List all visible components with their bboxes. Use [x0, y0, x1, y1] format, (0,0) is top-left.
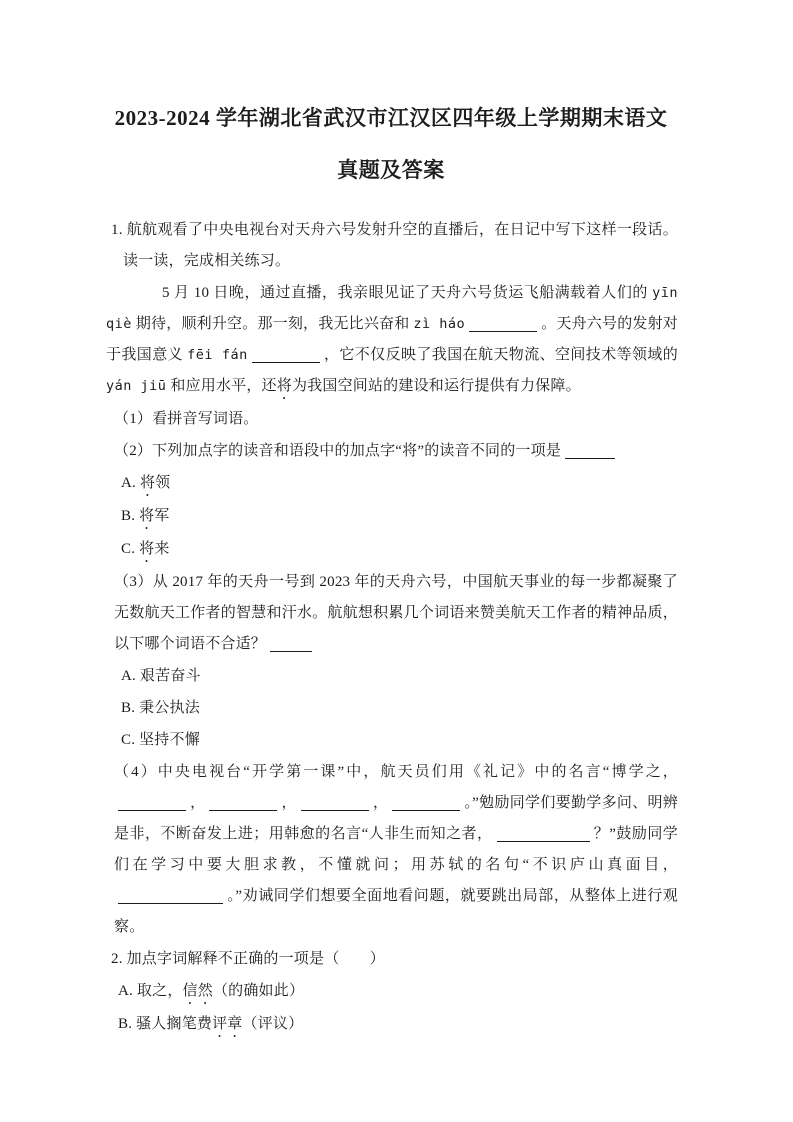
q1-sub2-option-c	[121, 534, 678, 566]
document-body	[104, 215, 678, 1041]
emphasized-char: 将	[139, 541, 155, 557]
text-run: 领	[155, 475, 171, 491]
text-run: ，	[281, 795, 297, 811]
answer-blank	[270, 637, 312, 652]
answer-blank	[565, 444, 615, 459]
text-run: B.	[121, 508, 140, 524]
text-run: C. 坚持不懈	[121, 732, 200, 748]
emphasized-char: 将	[139, 475, 156, 491]
q1-sub3-option-a	[121, 661, 678, 692]
text-run: ？”鼓励同学们在学习中要大胆求教，不懂就问；用苏轼的名句“不识庐山真面目，	[114, 826, 678, 873]
text-run: A.	[121, 475, 140, 491]
text-run: A. 取之，	[118, 983, 183, 999]
pinyin-text: zì háo	[413, 316, 466, 332]
answer-blank	[469, 317, 537, 332]
text-run: 。天舟六号的发射对于我国意义	[106, 316, 678, 363]
text-run: （4）中央电视台“开学第一课”中，航天员们用《礼记》中的名言“博学之，	[114, 764, 678, 780]
pinyin-text: yīn qiè	[106, 285, 678, 332]
answer-blank	[209, 796, 277, 811]
answer-blank	[118, 889, 223, 904]
text-run: 为我国空间站的建设和运行提供有力保障。	[291, 378, 581, 394]
text-run: 。”劝诫同学们想要全面地看问题，就要跳出局部，从整体上进行观察。	[114, 888, 678, 935]
emphasized-char: 将	[276, 378, 292, 394]
emphasized-char: 信然	[182, 983, 213, 999]
text-run: 期待，顺利升空。那一刻，我无比兴奋和	[131, 316, 414, 332]
q1-sub2-option-b	[121, 501, 678, 533]
text-run: B. 秉公执法	[121, 700, 200, 716]
emphasized-char: 将	[139, 508, 155, 524]
emphasized-char: 评章	[212, 1016, 243, 1032]
text-run: ，	[372, 795, 389, 811]
answer-blank	[301, 796, 369, 811]
text-run: （的确如此）	[212, 983, 305, 999]
question-1-sub-4	[114, 757, 678, 943]
text-run: 5 月 10 日晚，通过直播，我亲眼见证了天舟六号货运飞船满载着人们的	[162, 285, 653, 301]
text-run: （2）下列加点字的读音和语段中的加点字“将”的读音不同的一项是	[114, 443, 562, 459]
question-1-sub-1	[114, 404, 678, 435]
q2-option-b	[118, 1009, 678, 1041]
pinyin-text: yán jiū	[106, 378, 167, 394]
text-run: ，	[190, 795, 206, 811]
question-1-stem	[111, 215, 678, 277]
text-run: 来	[154, 541, 170, 557]
text-run: 军	[154, 508, 170, 524]
q1-sub3-option-b	[121, 693, 678, 724]
pinyin-text: fēi fán	[187, 347, 248, 363]
text-run: C.	[121, 541, 140, 557]
answer-blank	[497, 827, 590, 842]
text-run: （1）看拼音写词语。	[114, 411, 259, 427]
text-run: （评议）	[242, 1016, 304, 1032]
question-1-passage	[106, 278, 678, 403]
q1-sub2-option-a	[121, 468, 678, 500]
text-run: 。”勉励同学们要勤学多问、明辨是非，不断奋发上进；用韩愈的名言“人非生而知之者，	[114, 795, 679, 842]
text-run: ，它不仅反映了我国在航天物流、空间技术等领域的	[323, 347, 679, 363]
text-run: （3）从 2017 年的天舟一号到 2023 年的天舟六号，中国航天事业的每一步都凝聚了无数航天工作者的智慧和汗水。航航想积累几个词语来赞美航天工作者的精神品质，以下哪个词语不合适？	[114, 574, 678, 652]
question-2-stem	[111, 944, 678, 975]
document-title-line-2: 真题及答案	[337, 158, 445, 182]
answer-blank	[118, 796, 186, 811]
text-run: 和应用水平，还	[166, 378, 277, 394]
text-run: 1. 航航观看了中央电视台对天舟六号发射升空的直播后，在日记中写下这样一段话。读一读，完成相关练习。	[111, 222, 678, 269]
question-1-sub-2	[114, 436, 678, 467]
text-run: A. 艰苦奋斗	[121, 668, 201, 684]
document-title	[104, 92, 678, 196]
text-run: B. 骚人搁笔费	[118, 1016, 213, 1032]
answer-blank	[392, 796, 460, 811]
answer-blank	[252, 348, 320, 363]
q2-option-a	[118, 976, 678, 1008]
text-run: 2. 加点字词解释不正确的一项是（ ）	[111, 951, 386, 967]
question-1-sub-3	[114, 567, 678, 660]
q1-sub3-option-c	[121, 725, 678, 756]
document-title-line-1: 2023-2024 学年湖北省武汉市江汉区四年级上学期期末语文	[114, 106, 668, 130]
